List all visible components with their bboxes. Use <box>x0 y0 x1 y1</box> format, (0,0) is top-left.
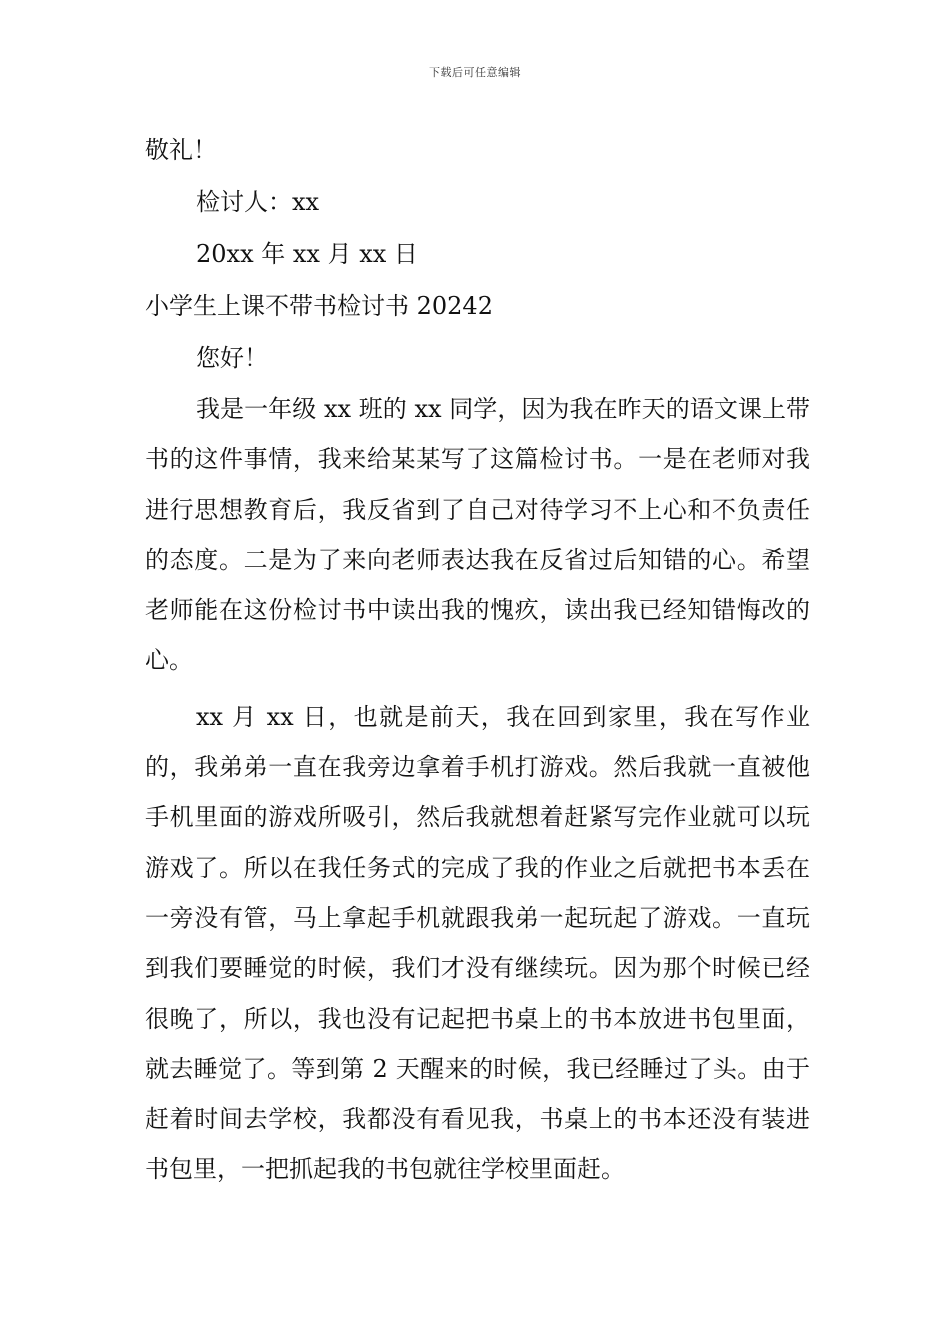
date-line: 20xx 年 xx 月 xx 日 <box>196 240 418 268</box>
paragraph-2: xx 月 xx 日，也就是前天，我在回到家里，我在写作业的，我弟弟一直在我旁边拿着手机打游戏。然后我就一直被他手机里面的游戏所吸引，然后我就想着赶紧写完作业就可以玩游戏了。所以在我任务式的完成了我的作业之后就把书本丢在一旁没有管，马上拿起手机就跟我弟一起玩起了游戏。一直玩到我们要睡觉的时候，我们才没有继续玩。因为那个时候已经很晚了，所以，我也没有记起把书桌上的书本放进书包里面，就去睡觉了。等到第 2 天醒来的时候，我已经睡过了头。由于赶着时间去学校，我都没有看见我，书桌上的书本还没有装进书包里，一把抓起我的书包就往学校里面赶。 <box>145 702 810 1184</box>
document-body <box>145 124 810 1195</box>
paragraph-1: 我是一年级 xx 班的 xx 同学，因为我在昨天的语文课上带书的这件事情，我来给某某写了这篇检讨书。一是在老师对我进行思想教育后，我反省到了自己对待学习不上心和不负责任的态度。二是为了来向老师表达我在反省过后知错的心。希望老师能在这份检讨书中读出我的愧疚，读出我已经知错悔改的心。 <box>145 395 810 675</box>
document-title: 小学生上课不带书检讨书 20242 <box>145 292 493 320</box>
header-note: 下载后可任意编辑 <box>429 66 521 79</box>
closing-line: 敬礼！ <box>145 136 217 164</box>
greeting-line: 您好！ <box>196 344 268 372</box>
signer-line: 检讨人：xx <box>196 188 320 216</box>
